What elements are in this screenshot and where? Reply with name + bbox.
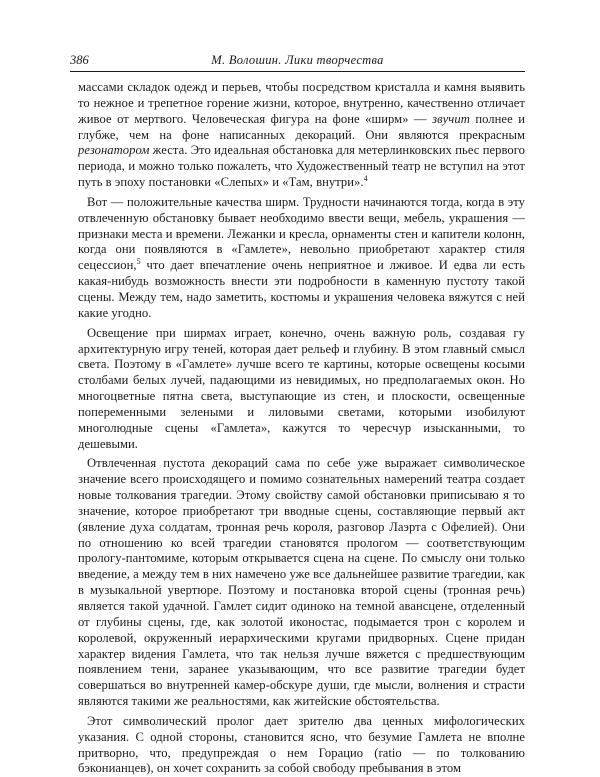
paragraph-2-part-b: что дает впечатление очень неприятное и лживое. И едва ли есть какая-нибудь возможность внести эти подробности в каменную пустоту такой сцены. Между тем, надо заметить, костюмы и украшения человека вяжутся с ней какие угодно. bbox=[78, 258, 525, 320]
header-rule bbox=[70, 71, 525, 72]
paragraph-5: Этот символический пролог дает зрителю два ценных мифологических указания. С одной стороны, становится ясно, что безумие Гамлета не вполне притворно, что, предупреждая о нем Горацио (ratio — по толкованию бэконианцев), он хочет сохранить за собой свободу пребывания в этом bbox=[78, 713, 525, 776]
body-text bbox=[78, 80, 525, 777]
running-title: М. Волошин. Лики творчества bbox=[211, 53, 384, 67]
paragraph-1-part-b: полнее и глубже, чем на фоне написанных декораций. Они являются прекрасным bbox=[78, 111, 526, 142]
paragraph-1-part-a: массами складок одежд и перьев, чтобы посредством кристалла и камня выявить то нежное и трепетное горение жизни, которое, внутренно, качественно отличает живое от мертвого. Человеческая фигура на фоне «ширм» — bbox=[78, 80, 525, 126]
page-number: 386 bbox=[70, 53, 89, 67]
emphasis-rezonatorom: резонатором bbox=[78, 143, 150, 158]
emphasis-zvuchit: звучит bbox=[432, 111, 470, 126]
paragraph-1 bbox=[78, 80, 525, 191]
paragraph-1-part-c: жеста. Это идеальная обстановка для метерлинковских пьес первого периода, и можно только пожалеть, что Художественный театр не вступил на этот путь в эпоху постановки «Слепых» и «Там, внутри». bbox=[78, 143, 525, 190]
paragraph-2-part-a: Вот — положительные качества ширм. Трудности начинаются тогда, когда в эту отвлеченную обстановку бывает необходимо ввести вещи, мебель, украшения — признаки места и времени. Лежанки и кресла, орнаменты стен и капители колонн, когда они появляются в «Гамлете», невольно приобретают характер стиля сецессион, bbox=[78, 194, 525, 273]
paragraph-4: Отвлеченная пустота декораций сама по себе уже выражает символическое значение всего происходящего и помимо сознательных намерений театра создает новые толкования трагедии. Этому свойству самой обстановки приписываю я то значение, которое приобретают три вводные сцены, составляющие первый акт (явление духа солдатам, тронная речь короля, разговор Лаэрта с Офелией). Они по отношению ко всей трагедии становятся прологом — соответствующим прологу-пантомиме, которым открывается сцена на сцене. По смыслу они только введение, а между тем в них намечено уже все дальнейшее развитие трагедии, как в музыкальной увертюре. Поэтому и постановка второй сцены (тронная речь) является такой удачной. Гамлет сидит одиноко на темной авансцене, отделенный от глубины сцены, где, как золотой иконостас, подымается трон с королем и королевой, окруженный иерархическими кругами придворных. Сцене придан характер видения Гамлета, что так нельзя лучше вяжется с предшествующим появлением тени, заранее указывающим, что все развитие трагедии будет совершаться во внутренней камер-обскуре души, где мысли, волнения и страсти являются такими же реальностями, как житейские обстоятельства. bbox=[78, 456, 525, 709]
paragraph-2 bbox=[78, 195, 525, 322]
footnote-ref-4: 4 bbox=[363, 173, 368, 183]
paragraph-3: Освещение при ширмах играет, конечно, очень важную роль, создавая гу архитектурную игру теней, которая дает рельеф и глубину. В этом главный смысл света. Поэтому в «Гамлете» лучше всего те картины, которые освещены косыми столбами белых лучей, падающими из невидимых, но предполагаемых окон. Но многоцветные пятна света, выступающие из стен, и плоскости, освещенные попеременными зелеными и лиловыми светами, которыми изобилуют многолюдные сцены «Гамлета», кажутся то чересчур изысканными, то дешевыми. bbox=[78, 325, 525, 451]
running-head bbox=[70, 52, 525, 68]
footnote-ref-5: 5 bbox=[136, 257, 141, 267]
